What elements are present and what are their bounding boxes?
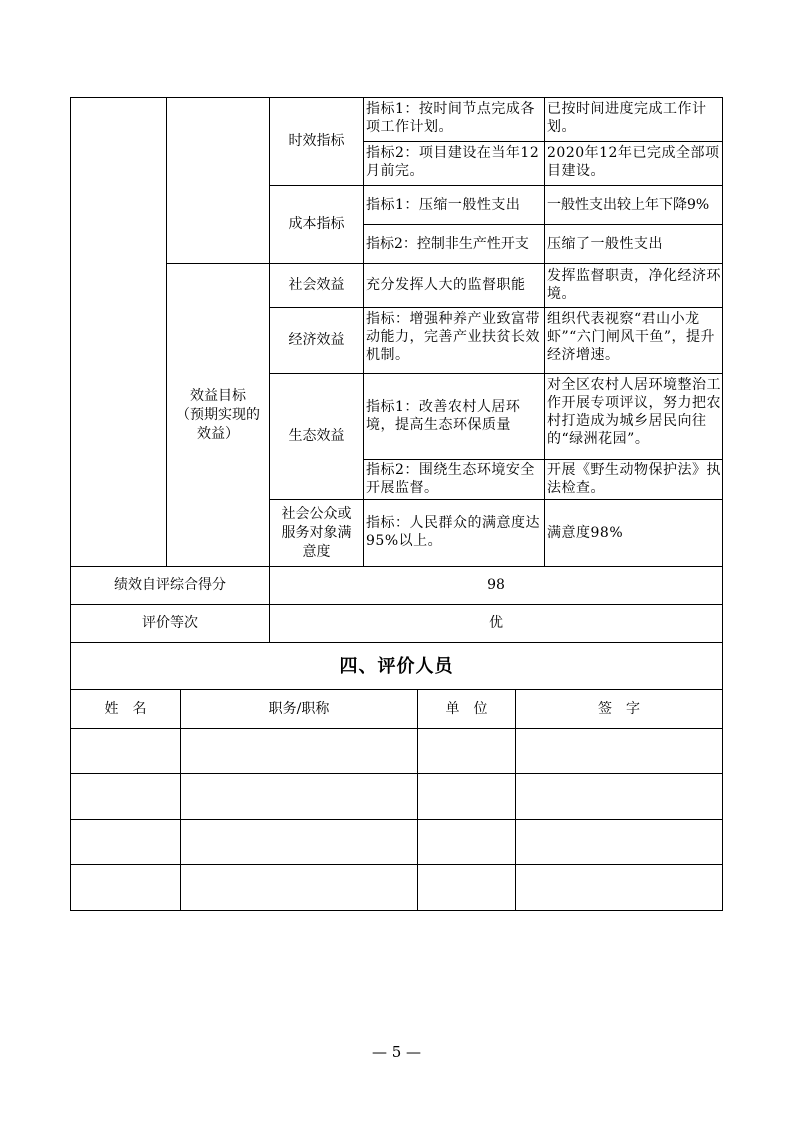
score-label: 绩效自评综合得分 xyxy=(114,577,226,593)
ecological-result-1: 对全区农村人居环境整治工作开展专项评议，努力把农村打造成为城乡居民向往的“绿洲花园”。 xyxy=(547,377,721,447)
section-title: 四、评价人员 xyxy=(339,655,454,677)
col-divider-3 xyxy=(363,97,364,566)
timeliness-indicator-1: 指标1：按时间节点完成各项工作计划。 xyxy=(366,101,535,135)
economic-indicator: 指标：增强种养产业致富带动能力，完善产业扶贫长效机制。 xyxy=(366,311,540,363)
satisfaction-indicator: 指标：人民群众的满意度达95%以上。 xyxy=(366,515,540,549)
timeliness-indicator-2: 指标2：项目建设在当年12月前完。 xyxy=(366,145,540,179)
ecological-label: 生态效益 xyxy=(288,428,345,444)
timeliness-result-1: 已按时间进度完成工作计划。 xyxy=(547,101,707,135)
evaluator-row-1[interactable] xyxy=(71,729,722,773)
benefit-target-label xyxy=(167,264,269,566)
evaluator-col-title: 职务/职称 xyxy=(268,700,330,717)
social-indicator: 充分发挥人大的监督职能 xyxy=(366,277,526,293)
economic-result: 组织代表视察“君山小龙虾”“六门闸风干鱼”，提升经济增速。 xyxy=(547,311,715,363)
cost-result-1: 一般性支出较上年下降9% xyxy=(547,197,710,213)
ecological-indicator-1: 指标1：改善农村人居环境，提高生态环保质量 xyxy=(366,399,521,433)
benefit-target-line-1: 效益目标 xyxy=(190,387,246,404)
satisfaction-label-line-1: 社会公众或 xyxy=(281,505,352,522)
table-border-bottom xyxy=(70,910,723,911)
satisfaction-label-line-2: 服务对象满 xyxy=(281,524,352,541)
grade-label: 评价等次 xyxy=(142,615,198,631)
economic-label: 经济效益 xyxy=(288,332,345,348)
cost-indicator-2: 指标2：控制非生产性开支 xyxy=(366,236,529,252)
satisfaction-result: 满意度98% xyxy=(547,525,624,541)
evaluator-col-sign: 签 字 xyxy=(598,700,640,717)
timeliness-result-2: 2020年12年已完成全部项目建设。 xyxy=(547,145,720,179)
evaluator-row-4[interactable] xyxy=(71,865,722,910)
ecological-result-2: 开展《野生动物保护法》执法检查。 xyxy=(547,462,721,496)
social-label: 社会效益 xyxy=(288,277,345,293)
page-number: — 5 — xyxy=(371,1043,422,1061)
timeliness-label: 时效指标 xyxy=(288,133,345,149)
benefit-target-line-2: （预期实现的 xyxy=(176,406,260,423)
row-line-timeliness-mid xyxy=(363,141,723,142)
cost-indicator-1: 指标1：压缩一般性支出 xyxy=(366,197,521,213)
ecological-indicator-2: 指标2：围绕生态环境安全开展监督。 xyxy=(366,462,535,496)
table-border-top xyxy=(70,97,723,98)
row-line-cost-mid xyxy=(363,224,723,225)
grade-value: 优 xyxy=(489,615,503,631)
col-divider-4 xyxy=(544,97,545,566)
satisfaction-label-line-3: 意度 xyxy=(302,543,331,560)
benefit-target-line-3: 效益） xyxy=(197,425,239,442)
table-border-right xyxy=(722,97,723,911)
satisfaction-label xyxy=(270,500,363,566)
evaluator-row-3[interactable] xyxy=(71,820,722,864)
social-result: 发挥监督职责，净化经济环境。 xyxy=(547,268,721,302)
evaluator-col-unit: 单 位 xyxy=(445,700,488,717)
score-value: 98 xyxy=(487,577,505,593)
cost-label: 成本指标 xyxy=(288,216,345,232)
cost-result-2: 压缩了一般性支出 xyxy=(547,236,663,252)
evaluator-row-2[interactable] xyxy=(71,774,722,819)
evaluator-col-name: 姓 名 xyxy=(104,700,147,717)
row-line-ecological-mid xyxy=(363,459,723,460)
